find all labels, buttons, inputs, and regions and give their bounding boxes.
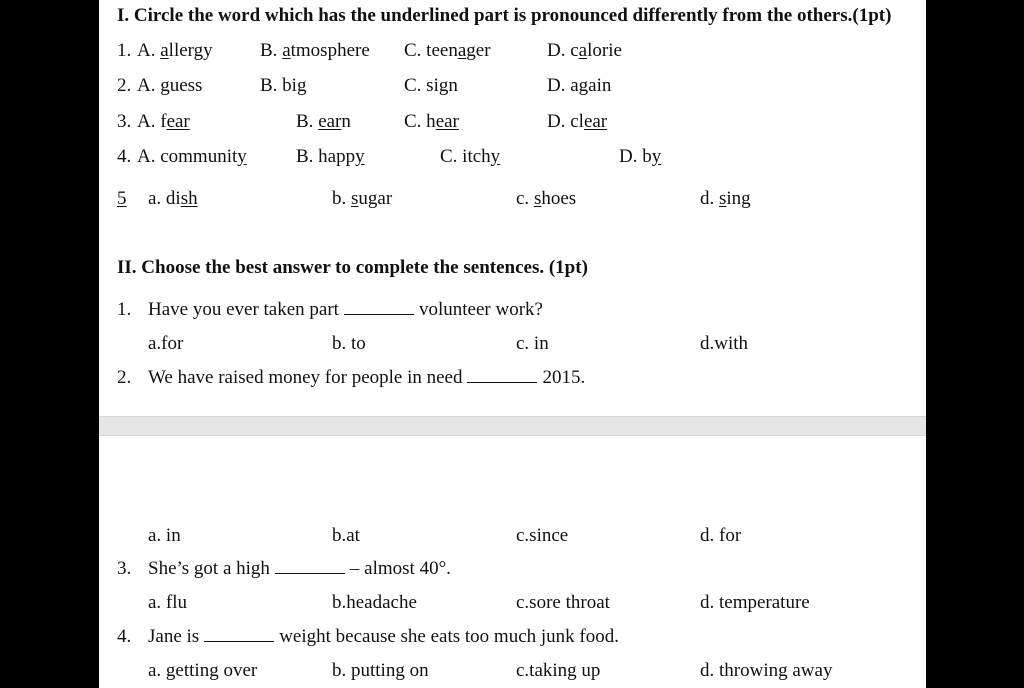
s2-q1-sentence: Have you ever taken part volunteer work? [148,299,543,320]
s1-q1-option-b: B. atmosphere [260,40,370,61]
s2-q3-option-c: c.sore throat [516,592,610,613]
s2-q1-option-a: a.for [148,333,184,354]
s1-q3-option-c: C. hear [404,111,459,132]
answer-blank [344,300,414,315]
s1-q2-number: 2. [117,75,132,96]
s1-q2-option-a: A. guess [137,75,203,96]
s1-q5-option-c: c. shoes [516,188,577,209]
s2-q1-option-b: b. to [332,333,366,354]
s2-q2-option-c: c.since [516,525,569,546]
s2-q3-option-d: d. temperature [700,592,810,613]
s2-q2-option-d: d. for [700,525,742,546]
s2-q3-option-a: a. flu [148,592,188,613]
s2-q2-option-b: b.at [332,525,360,546]
s1-q3-option-b: B. earn [296,111,351,132]
s2-q4-option-d: d. throwing away [700,660,833,681]
section2-heading: II. Choose the best answer to complete the sentences. (1pt) [117,257,588,278]
s2-q4-option-a: a. getting over [148,660,258,681]
s2-q2-number: 2. [117,367,132,388]
s2-q3-number: 3. [117,558,132,579]
answer-blank [204,627,274,642]
s1-q4-option-c: C. itchy [440,146,501,167]
s2-q1-option-d: d.with [700,333,749,354]
answer-blank [467,368,537,383]
s1-q3-option-d: D. clear [547,111,608,132]
s2-q1-number: 1. [117,299,132,320]
s1-q5-option-a: a. dish [148,188,198,209]
s1-q2-option-b: B. big [260,75,307,96]
s1-q4-option-a: A. community [137,146,247,167]
s2-q4-option-c: c.taking up [516,660,601,681]
s2-q4-number: 4. [117,626,132,647]
s1-q5-option-d: d. sing [700,188,751,209]
s1-q1-option-d: D. calorie [547,40,622,61]
s1-q1-option-c: C. teenager [404,40,491,61]
s1-q2-option-c: C. sign [404,75,458,96]
s2-q4-option-b: b. putting on [332,660,429,681]
s1-q5-option-b: b. sugar [332,188,393,209]
worksheet-page [99,0,926,688]
s1-q4-option-b: B. happy [296,146,365,167]
s1-q1-number: 1. [117,40,132,61]
s1-q3-number: 3. [117,111,132,132]
s1-q5-number: 5 [117,188,127,209]
s2-q1-option-c: c. in [516,333,549,354]
s1-q2-option-d: D. again [547,75,612,96]
answer-blank [275,559,345,574]
s2-q2-sentence: We have raised money for people in need 2015. [148,367,586,388]
section1-heading: I. Circle the word which has the underlined part is pronounced differently from the others.(1pt) [117,5,892,26]
s1-q3-option-a: A. fear [137,111,190,132]
s2-q4-sentence: Jane is weight because she eats too much junk food. [148,626,619,647]
s2-q3-option-b: b.headache [332,592,417,613]
s1-q4-number: 4. [117,146,132,167]
s1-q4-option-d: D. by [619,146,662,167]
page-break [99,416,926,436]
s1-q1-option-a: A. allergy [137,40,213,61]
s2-q3-sentence: She’s got a high – almost 40°. [148,558,451,579]
s2-q2-option-a: a. in [148,525,181,546]
